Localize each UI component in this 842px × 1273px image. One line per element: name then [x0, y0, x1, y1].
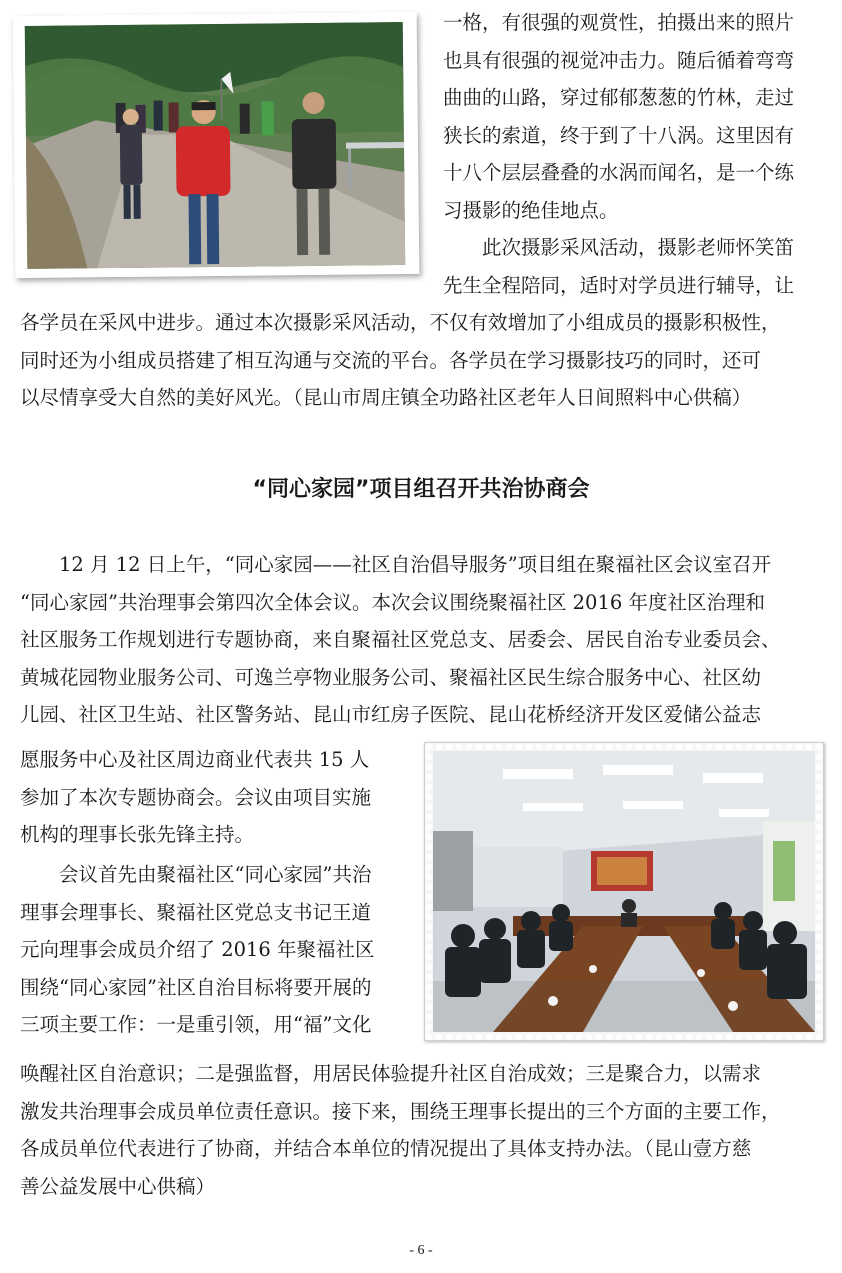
hiking-group-photo [25, 22, 406, 269]
text-line: 激发共治理事会成员单位责任意识。接下来，围绕王理事长提出的三个方面的主要工作， [20, 1099, 781, 1123]
text-line: 黄城花园物业服务公司、可逸兰亭物业服务公司、聚福社区民生综合服务中心、社区幼 [20, 665, 762, 689]
text-line: 也具有很强的视觉冲击力。随后循着弯弯 [443, 48, 795, 72]
article2-paragraph-2-continuation [20, 1055, 826, 1205]
text-line: 机构的理事长张先锋主持。 [20, 823, 255, 846]
text-line: 习摄影的绝佳地点。 [443, 198, 619, 222]
article1-paragraph-1 [443, 4, 826, 229]
text-line: 各成员单位代表进行了协商，并结合本单位的情况提出了具体支持办法。（昆山壹方慈 [20, 1137, 752, 1160]
hiking-photo-frame [13, 12, 420, 278]
text-line: 以尽情享受大自然的美好风光。（昆山市周庄镇全功路社区老年人日间照料中心供稿） [20, 386, 752, 409]
text-line: 一格，有很强的观赏性，拍摄出来的照片 [443, 11, 795, 34]
text-line: 先生全程陪同，适时对学员进行辅导，让 [443, 273, 795, 297]
text-line: 曲曲的山路，穿过郁郁葱葱的竹林，走过 [443, 86, 795, 109]
text-line: 理事会理事长、聚福社区党总支书记王道 [20, 900, 372, 924]
meeting-photo-illustration [433, 751, 815, 1032]
text-line: 十八个层层叠叠的水涡而闻名，是一个练 [443, 161, 795, 184]
text-line: 同时还为小组成员搭建了相互沟通与交流的平台。各学员在学习摄影技巧的同时，还可 [20, 348, 762, 372]
text-line: 儿园、社区卫生站、社区警务站、昆山市红房子医院、昆山花桥经济开发区爱储公益志 [20, 703, 762, 726]
hiking-photo-illustration [25, 22, 406, 269]
article2-paragraph-1-continuation [20, 741, 404, 854]
text-line: 各学员在采风中进步。通过本次摄影采风活动，不仅有效增加了小组成员的摄影积极性， [20, 311, 781, 334]
article2-title: “同心家园”项目组召开共治协商会 [252, 477, 590, 502]
text-line: “同心家园”共治理事会第四次全体会议。本次会议围绕聚福社区 2016 年度社区治理和 [20, 590, 765, 614]
text-line: 参加了本次专题协商会。会议由项目实施 [20, 785, 372, 809]
text-line: 三项主要工作：一是重引领，用“福”文化 [20, 1013, 372, 1036]
meeting-room-photo [433, 751, 815, 1032]
text-line: 善公益发展中心供稿） [20, 1174, 216, 1198]
page-number: - 6 - [409, 1243, 433, 1258]
text-line: 愿服务中心及社区周边商业代表共 15 人 [20, 748, 370, 771]
article1-paragraph-2-start [443, 229, 826, 304]
text-line: 狭长的索道，终于到了十八涡。这里因有 [443, 123, 795, 147]
text-line: 围绕“同心家园”社区自治目标将要开展的 [20, 975, 372, 999]
article2-paragraph-2 [20, 856, 404, 1044]
text-line: 社区服务工作规划进行专题协商，来自聚福社区党总支、居委会、居民自治专业委员会、 [20, 628, 781, 651]
text-line: 此次摄影采风活动，摄影老师怀笑笛 [482, 236, 795, 259]
text-line: 12 月 12 日上午，“同心家园——社区自治倡导服务”项目组在聚福社区会议室召开 [59, 553, 772, 576]
article2-paragraph-1 [20, 546, 826, 734]
meeting-photo-frame [424, 742, 824, 1041]
text-line: 唤醒社区自治意识；二是强监督，用居民体验提升社区自治成效；三是聚合力，以需求 [20, 1062, 762, 1085]
text-line: 元向理事会成员介绍了 2016 年聚福社区 [20, 938, 375, 961]
text-line: 会议首先由聚福社区“同心家园”共治 [59, 863, 372, 886]
article1-paragraph-2-continuation [20, 304, 826, 417]
